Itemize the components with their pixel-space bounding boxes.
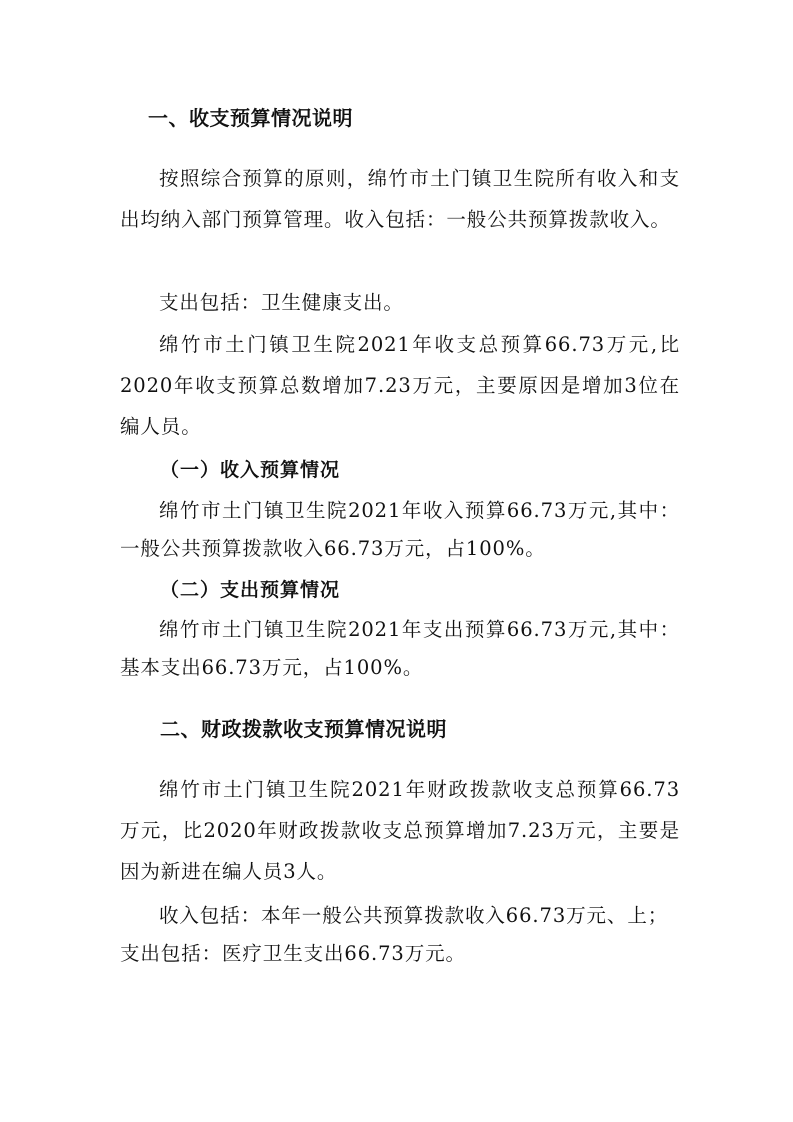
subsection-expense-heading: （二）支出预算情况: [160, 579, 341, 601]
section2-expense-line: 支出包括：医疗卫生支出66.73万元。: [120, 942, 466, 965]
section1-paragraph-3: 绵竹市土门镇卫生院2021年收支总预算66.73万元,比2020年收支预算总数增加7.23万元，主要原因是增加3位在编人员。: [120, 333, 680, 438]
subsection-income-heading: （一）收入预算情况: [160, 459, 341, 481]
section2-heading: 二、财政拨款收支预算情况说明: [160, 717, 447, 741]
section1-paragraph-1: 按照综合预算的原则，绵竹市土门镇卫生院所有收入和支出均纳入部门预算管理。收入包括：一般公共预算拨款收入。: [120, 167, 680, 231]
section2-paragraph-1: 绵竹市土门镇卫生院2021年财政拨款收支总预算66.73万元，比2020年财政拨款收支总预算增加7.23万元，主要是因为新进在编人员3人。: [120, 778, 680, 883]
section1-paragraph-2: 支出包括：卫生健康支出。: [159, 291, 404, 314]
section1-heading: 一、收支预算情况说明: [148, 106, 353, 130]
subsection-income-text: 绵竹市土门镇卫生院2021年收入预算66.73万元,其中：一般公共预算拨款收入66.73万元，占100%。: [120, 499, 680, 560]
subsection-expense-text: 绵竹市土门镇卫生院2021年支出预算66.73万元,其中：基本支出66.73万元，占100%。: [120, 618, 680, 679]
section2-income-line: 收入包括：本年一般公共预算拨款收入66.73万元、上；: [159, 904, 669, 927]
